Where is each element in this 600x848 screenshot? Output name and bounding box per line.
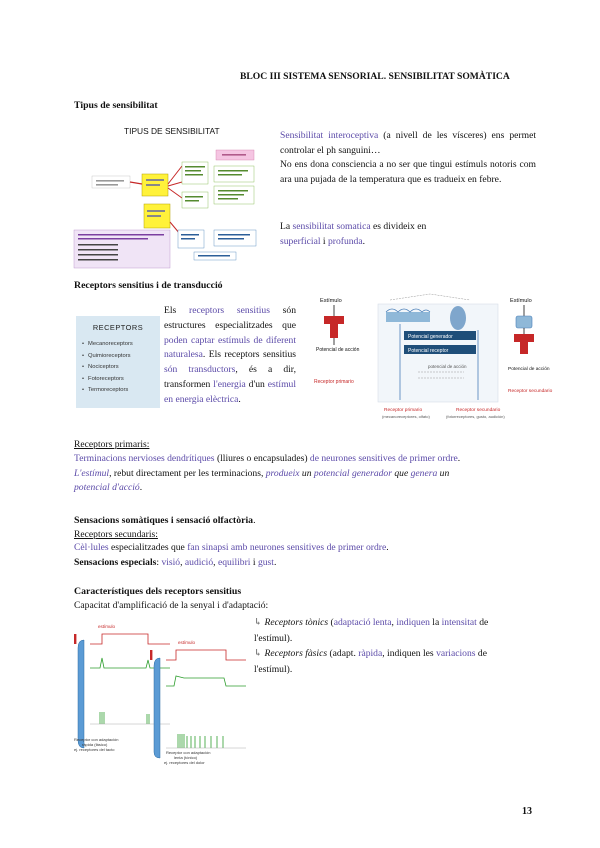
sensibility-types-diagram (74, 122, 270, 272)
secondary-cell-shape (516, 316, 532, 328)
phasic-spikes (100, 712, 149, 724)
receptors-box-list (82, 339, 160, 397)
tonic-spikes (178, 734, 223, 748)
svg-text:Receptor secundario: Receptor secundario (456, 408, 501, 413)
receptor-item: • Quimioreceptors (82, 351, 160, 363)
section-heading-somatiques: Sensacions somàtiques i sensació olfactòria. (74, 515, 256, 526)
svg-text:ej. receptores del tacto: ej. receptores del tacto (74, 747, 115, 752)
s4-paragraph: Cèl·lules especialitzades que fan sinapsi amb neurones sensitives de primer ordre. Sensacions especials: visió, audició, equilibri i gust. (74, 542, 389, 568)
diagram-node-green-1 (182, 162, 208, 184)
tonic-stimulus-trace (166, 650, 246, 660)
adaptation-subheading: Capacitat d'amplificació de la senyal i d'adaptació: (74, 600, 269, 611)
receptor-item: • Nociceptors (82, 362, 160, 374)
svg-text:Potencial de acción: Potencial de acción (508, 367, 550, 372)
svg-text:Potencial generador: Potencial generador (408, 334, 453, 340)
section-heading-receptors: Receptors sensitius i de transducció (74, 280, 223, 291)
left-stimulus-label: Estímulo (320, 298, 342, 304)
svg-text:Potencial receptor: Potencial receptor (408, 348, 449, 354)
s1-paragraph-2: La sensibilitat somatica es divideix en superficial i profunda. (280, 221, 427, 247)
receptors-box-title: RECEPTORS (92, 323, 144, 332)
term-interoceptiva: Sensibilitat interoceptiva (280, 130, 379, 141)
s3-paragraph: Terminacions nervioses dendrítiques (lliures o encapsulades) de neurones sensitives de primer ordre. L'estímul, rebut directament per les terminacions, produeix un potencial generador que genera un potencial d'acció. (74, 453, 461, 494)
diagram-node-left (92, 176, 130, 188)
transduction-diagram (300, 290, 553, 430)
svg-text:ej. receptores del dolor: ej. receptores del dolor (164, 760, 205, 765)
s1-paragraph-1: Sensibilitat interoceptiva (a nivell de les vísceres) ens permet controlar el ph sanguini… No ens dona consciencia a no ser que tingui estímuls notoris com ara una pujada de la temperatura que es tradueix en febre. (280, 130, 536, 185)
svg-text:Receptor con adaptación: Receptor con adaptación (74, 737, 119, 742)
secondary-receptors-heading: Receptors secundaris: (74, 529, 158, 540)
secondary-receptor-shape (514, 334, 534, 354)
svg-text:potencial de acción: potencial de acción (428, 364, 467, 369)
svg-text:Receptor primario: Receptor primario (314, 379, 354, 385)
tonic-response-trace (166, 676, 246, 686)
svg-text:lenta (tónico): lenta (tónico) (174, 755, 198, 760)
phasic-bullet: ↳ Receptors fàsics (adapt. ràpida, indiquen les variacions de l'estímul). (254, 648, 487, 675)
receptor-item: • Mecanoreceptors (82, 339, 160, 351)
svg-text:estímulo: estímulo (178, 640, 196, 645)
page-number: 13 (522, 806, 532, 817)
svg-text:Receptor secundario: Receptor secundario (508, 389, 553, 394)
primary-receptor-shape (324, 316, 344, 338)
diagram-title: TIPUS DE SENSIBILITAT (124, 126, 220, 136)
primary-receptors-heading: Receptors primaris: (74, 439, 150, 450)
receptor-item: • Fotoreceptors (82, 374, 160, 386)
adaptation-figure (74, 614, 246, 764)
tonic-bullet: ↳ Receptors tònics (adaptació lenta, indiquen la intensitat de l'estímul). (254, 617, 489, 644)
right-stimulus-label: Estímulo (510, 298, 532, 304)
svg-text:estímulo: estímulo (98, 624, 116, 629)
section-heading-tipus: Tipus de sensibilitat (74, 100, 158, 111)
svg-text:(fotorreceptores, gusto, audic: (fotorreceptores, gusto, audición) (446, 414, 505, 419)
page-header: BLOC III SISTEMA SENSORIAL. SENSIBILITAT SOMÀTICA (240, 71, 510, 82)
svg-text:Receptor primario: Receptor primario (384, 408, 423, 413)
svg-text:rápida (fásico): rápida (fásico) (82, 742, 108, 747)
phasic-stimulus-trace (90, 634, 170, 644)
svg-text:Receptor con adaptación: Receptor con adaptación (166, 750, 211, 755)
s5-bullets (254, 615, 536, 677)
receptor-item: • Termoreceptors (82, 385, 160, 397)
s2-paragraph: Els receptors sensitius són estructures especialitzades que poden captar estímuls de diferent naturalesa. Els receptors sensitius són transductors, és a dir, transformen l'energia d'un estímul en energia elèctrica. (164, 305, 297, 405)
svg-text:Potencial de acción: Potencial de acción (316, 347, 360, 353)
svg-text:(mecanoreceptores, olfato): (mecanoreceptores, olfato) (382, 414, 430, 419)
section-heading-caracteristiques: Característiques dels receptors sensitius (74, 586, 242, 597)
receptors-box (76, 316, 160, 408)
